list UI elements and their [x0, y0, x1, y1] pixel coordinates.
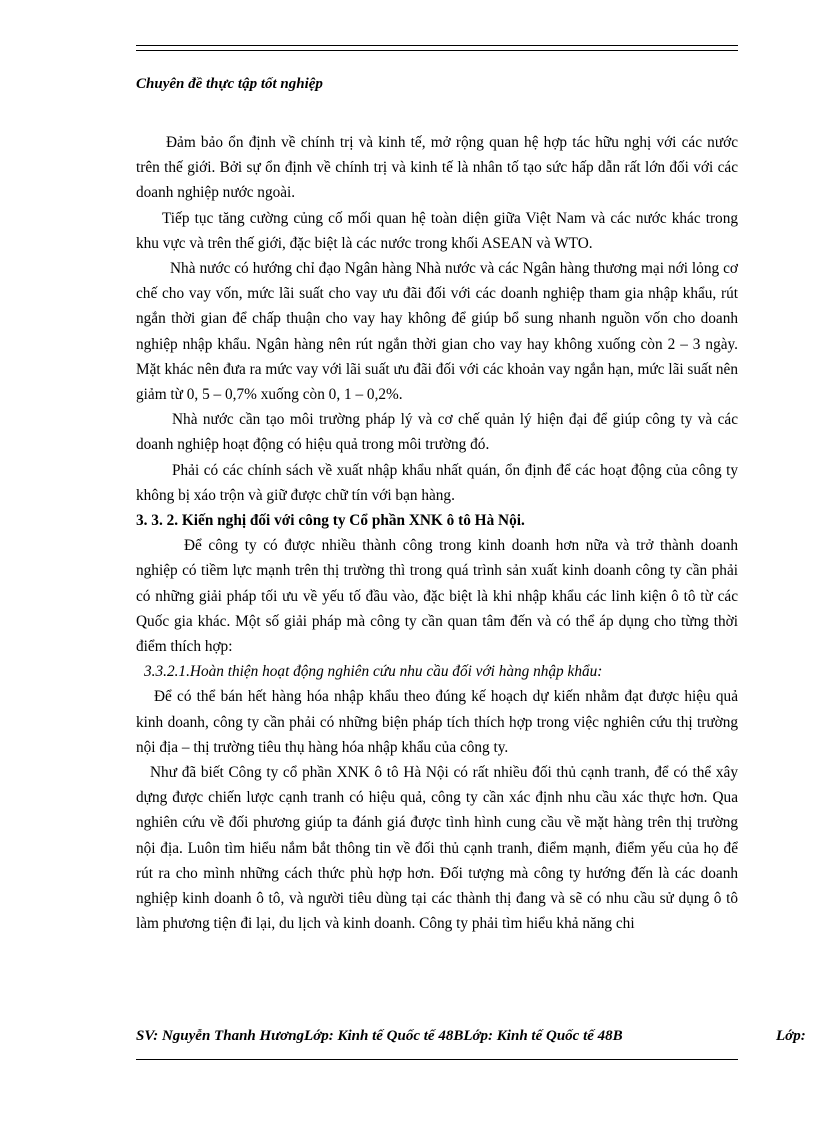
paragraph: Nhà nước có hướng chỉ đạo Ngân hàng Nhà nước và các Ngân hàng thương mại nới lỏng cơ chế cho vay vốn, mức lãi suất cho vay ưu đãi đối với các doanh nghiệp tham gia nhập khẩu, rút ngắn thời gian để chấp thuận cho vay hay không để giúp bổ sung nhanh nguồn vốn cho doanh nghiệp nhập khẩu. Ngân hàng nên rút ngắn thời gian cho vay hay không xuống còn 2 – 3 ngày. Mặt khác nên đưa ra mức vay với lãi suất ưu đãi đối với các khoản vay ngắn hạn, mức lãi suất nên giảm từ 0, 5 – 0,7% xuống còn 0, 1 – 0,2%.	[136, 260, 738, 404]
paragraph: Để công ty có được nhiều thành công trong kinh doanh hơn nữa và trở thành doanh nghiệp có tiềm lực mạnh trên thị trường thì trong quá trình sản xuất kinh doanh công ty cần phải có những giải pháp tối ưu về yếu tố đầu vào, đặc biệt là khi nhập khẩu các linh kiện ô tô từ các Quốc gia khác. Một số giải pháp mà công ty cần quan tâm đến và có thể áp dụng cho từng thời điểm thích hợp:	[136, 537, 738, 656]
paragraph: Phải có các chính sách về xuất nhập khẩu nhất quán, ổn định để các hoạt động của công ty không bị xáo trộn và giữ được chữ tín với bạn hàng.	[136, 461, 738, 504]
paragraph: Đảm bảo ổn định về chính trị và kinh tế, mở rộng quan hệ hợp tác hữu nghị với các nước trên thế giới. Bởi sự ổn định về chính trị và kinh tế là nhân tố tạo sức hấp dẫn rất lớn đối với các doanh nghiệp nước ngoài.	[136, 134, 738, 202]
page-header-title: Chuyên đề thực tập tốt nghiệp	[136, 76, 323, 92]
subsection-heading: 3.3.2.1.Hoàn thiện hoạt động nghiên cứu nhu cầu đối với hàng nhập khẩu:	[144, 663, 603, 681]
section-heading: 3. 3. 2. Kiến nghị đối với công ty Cổ phần XNK ô tô Hà Nội.	[136, 512, 525, 530]
paragraph: Tiếp tục tăng cường củng cố mối quan hệ toàn diện giữa Việt Nam và các nước khác trong khu vực và trên thế giới, đặc biệt là các nước trong khối ASEAN và WTO.	[136, 209, 738, 252]
page-footer	[136, 1028, 816, 1045]
document-body	[136, 130, 738, 937]
paragraph: Như đã biết Công ty cổ phần XNK ô tô Hà Nội có rất nhiều đối thủ cạnh tranh, để có thể xây dựng được chiến lược cạnh tranh có hiệu quả, công ty cần xác định nhu cầu xác thực hơn. Qua nghiên cứu về đối phương giúp ta đánh giá được tình hình cung cầu về mặt hàng trên thị trường nội địa. Luôn tìm hiểu nắm bắt thông tin về đối thủ cạnh tranh, điểm mạnh, điểm yếu của họ để rút ra cho mình những cách thức phù hợp hơn. Đối tượng mà công ty hướng đến là các doanh nghiệp kinh doanh ô tô, và người tiêu dùng tại các thành thị đang và sẽ có nhu cầu sử dụng ô tô làm phương tiện đi lại, du lịch và kinh doanh. Công ty phải tìm hiểu khả năng chi	[136, 764, 738, 933]
paragraph: Để có thể bán hết hàng hóa nhập khẩu theo đúng kế hoạch dự kiến nhằm đạt được hiệu quả kinh doanh, công ty cần phải có những biện pháp tích thích hợp trong việc nghiên cứu thị trường nội địa – thị trường tiêu thụ hàng hóa nhập khẩu của công ty.	[136, 688, 738, 756]
header-rule	[136, 45, 738, 51]
footer-rule	[136, 1059, 738, 1060]
footer-class-label: Lớp:	[776, 1028, 806, 1044]
footer-student-info: SV: Nguyễn Thanh HươngLớp: Kinh tế Quốc tế 48BLớp: Kinh tế Quốc tế 48B	[136, 1028, 623, 1044]
paragraph: Nhà nước cần tạo môi trường pháp lý và cơ chế quản lý hiện đại để giúp công ty và các doanh nghiệp hoạt động có hiệu quả trong môi trường đó.	[136, 411, 738, 454]
